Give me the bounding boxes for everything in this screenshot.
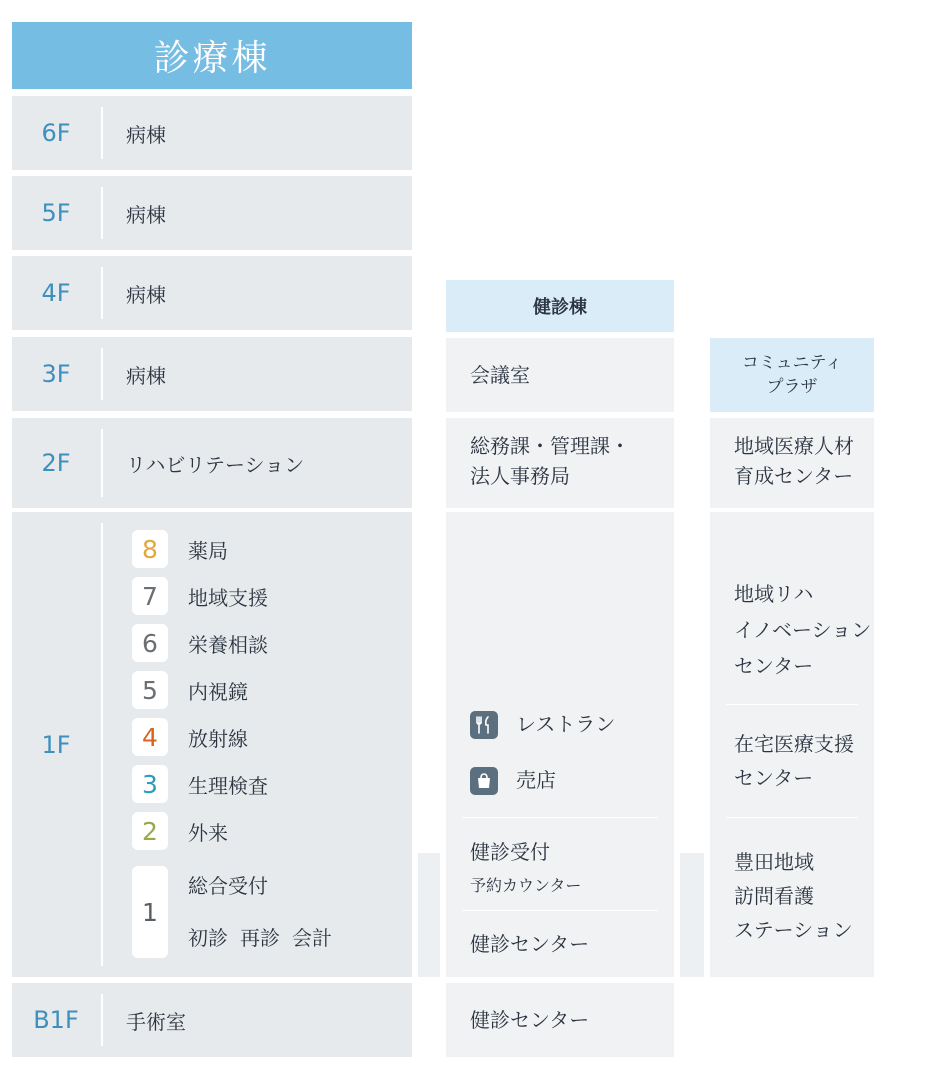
- plaza-homecare-line2[interactable]: センター: [734, 766, 814, 790]
- dept-label-general-reception[interactable]: 総合受付: [188, 874, 268, 898]
- dept-number-1: 1: [132, 866, 168, 958]
- room-admin-line1: 総務課・管理課・: [470, 434, 630, 458]
- plaza-training-line1: 地域医療人材: [734, 434, 854, 458]
- plaza-nursing-line1[interactable]: 豊田地域: [734, 850, 814, 874]
- floor-divider: [101, 348, 103, 400]
- health-1f[interactable]: [446, 512, 674, 977]
- floor-label: リハビリテーション: [126, 452, 305, 477]
- floor-label: 病棟: [126, 202, 166, 227]
- floor-label: 手術室: [126, 1009, 186, 1034]
- floor-divider: [101, 187, 103, 239]
- health-reception[interactable]: 健診受付: [470, 840, 550, 864]
- floor-number: 2F: [41, 449, 71, 477]
- floor-number: 6F: [41, 119, 71, 147]
- health-building-title: 健診棟: [446, 280, 674, 332]
- floor-number: 5F: [41, 199, 71, 227]
- restaurant-icon: [470, 711, 498, 739]
- floor-divider: [101, 994, 103, 1046]
- floor-number: 1F: [41, 730, 71, 759]
- building-connector: [680, 853, 704, 977]
- main-building-title: 診療棟: [12, 22, 412, 89]
- floor-4f[interactable]: [12, 256, 412, 330]
- floor-number: 4F: [41, 279, 71, 307]
- cell-divider: [462, 817, 658, 818]
- plaza-rehab-line2[interactable]: イノベーション: [734, 618, 872, 642]
- cell-divider: [726, 817, 858, 818]
- reservation-counter[interactable]: 予約カウンター: [470, 876, 582, 895]
- health-3f[interactable]: [446, 338, 674, 412]
- floor-label: 病棟: [126, 122, 166, 147]
- floor-1f[interactable]: [12, 512, 412, 977]
- plaza-training-line2: 育成センター: [734, 464, 854, 488]
- dept-label-outpatient[interactable]: 外来: [188, 820, 228, 845]
- dept-sub-first-visit[interactable]: 初診: [188, 926, 228, 950]
- health-b1f[interactable]: [446, 983, 674, 1057]
- floor-divider: [101, 107, 103, 159]
- shop-label[interactable]: 売店: [516, 768, 556, 792]
- floor-number: 3F: [41, 360, 71, 388]
- floor-divider: [101, 267, 103, 319]
- health-center-b1f: 健診センター: [470, 1007, 590, 1032]
- dept-label-radiology[interactable]: 放射線: [188, 726, 248, 751]
- building-connector: [418, 853, 440, 977]
- dept-number-7: 7: [132, 577, 168, 615]
- restaurant-label[interactable]: レストラン: [516, 712, 616, 736]
- floor-6f[interactable]: [12, 96, 412, 170]
- floor-b1f[interactable]: [12, 983, 412, 1057]
- community-plaza-title: [710, 338, 874, 412]
- dept-number-3: 3: [132, 765, 168, 803]
- shop-icon-glyph: [475, 772, 493, 790]
- dept-label-endoscopy[interactable]: 内視鏡: [188, 679, 248, 704]
- plaza-2f[interactable]: [710, 418, 874, 508]
- dept-sub-accounting[interactable]: 会計: [292, 926, 332, 950]
- dept-sub-labels: [188, 922, 344, 951]
- plaza-rehab-line1[interactable]: 地域リハ: [734, 582, 814, 606]
- floor-number: B1F: [33, 1006, 79, 1034]
- dept-label-nutrition[interactable]: 栄養相談: [188, 632, 268, 657]
- plaza-nursing-line2[interactable]: 訪問看護: [734, 884, 814, 908]
- plaza-rehab-line3[interactable]: センター: [734, 654, 814, 678]
- floor-divider: [101, 523, 103, 966]
- dept-number-4: 4: [132, 718, 168, 756]
- dept-label-pharmacy[interactable]: 薬局: [188, 538, 228, 563]
- shop-icon: [470, 767, 498, 795]
- community-plaza-title-line1: コミュニティ: [741, 353, 843, 373]
- floor-label: 病棟: [126, 282, 166, 307]
- plaza-nursing-line3[interactable]: ステーション: [734, 918, 853, 942]
- health-2f[interactable]: [446, 418, 674, 508]
- cell-divider: [462, 910, 658, 911]
- restaurant-icon-glyph: [476, 716, 492, 734]
- room-meeting: 会議室: [470, 362, 530, 387]
- plaza-1f[interactable]: [710, 512, 874, 977]
- cell-divider: [726, 704, 858, 705]
- community-plaza-title-line2: プラザ: [766, 377, 818, 397]
- dept-number-8: 8: [132, 530, 168, 568]
- dept-label-physiology[interactable]: 生理検査: [188, 773, 268, 798]
- dept-sub-revisit[interactable]: 再診: [240, 926, 280, 950]
- plaza-homecare-line1[interactable]: 在宅医療支援: [734, 732, 854, 756]
- floor-label: 病棟: [126, 363, 166, 388]
- dept-number-5: 5: [132, 671, 168, 709]
- health-center-1f[interactable]: 健診センター: [470, 932, 590, 956]
- floor-divider: [101, 429, 103, 497]
- dept-number-6: 6: [132, 624, 168, 662]
- room-admin-line2: 法人事務局: [470, 464, 570, 488]
- floor-5f[interactable]: [12, 176, 412, 250]
- dept-number-2: 2: [132, 812, 168, 850]
- floor-2f[interactable]: [12, 418, 412, 508]
- floor-3f[interactable]: [12, 337, 412, 411]
- dept-label-regional-support[interactable]: 地域支援: [188, 585, 268, 610]
